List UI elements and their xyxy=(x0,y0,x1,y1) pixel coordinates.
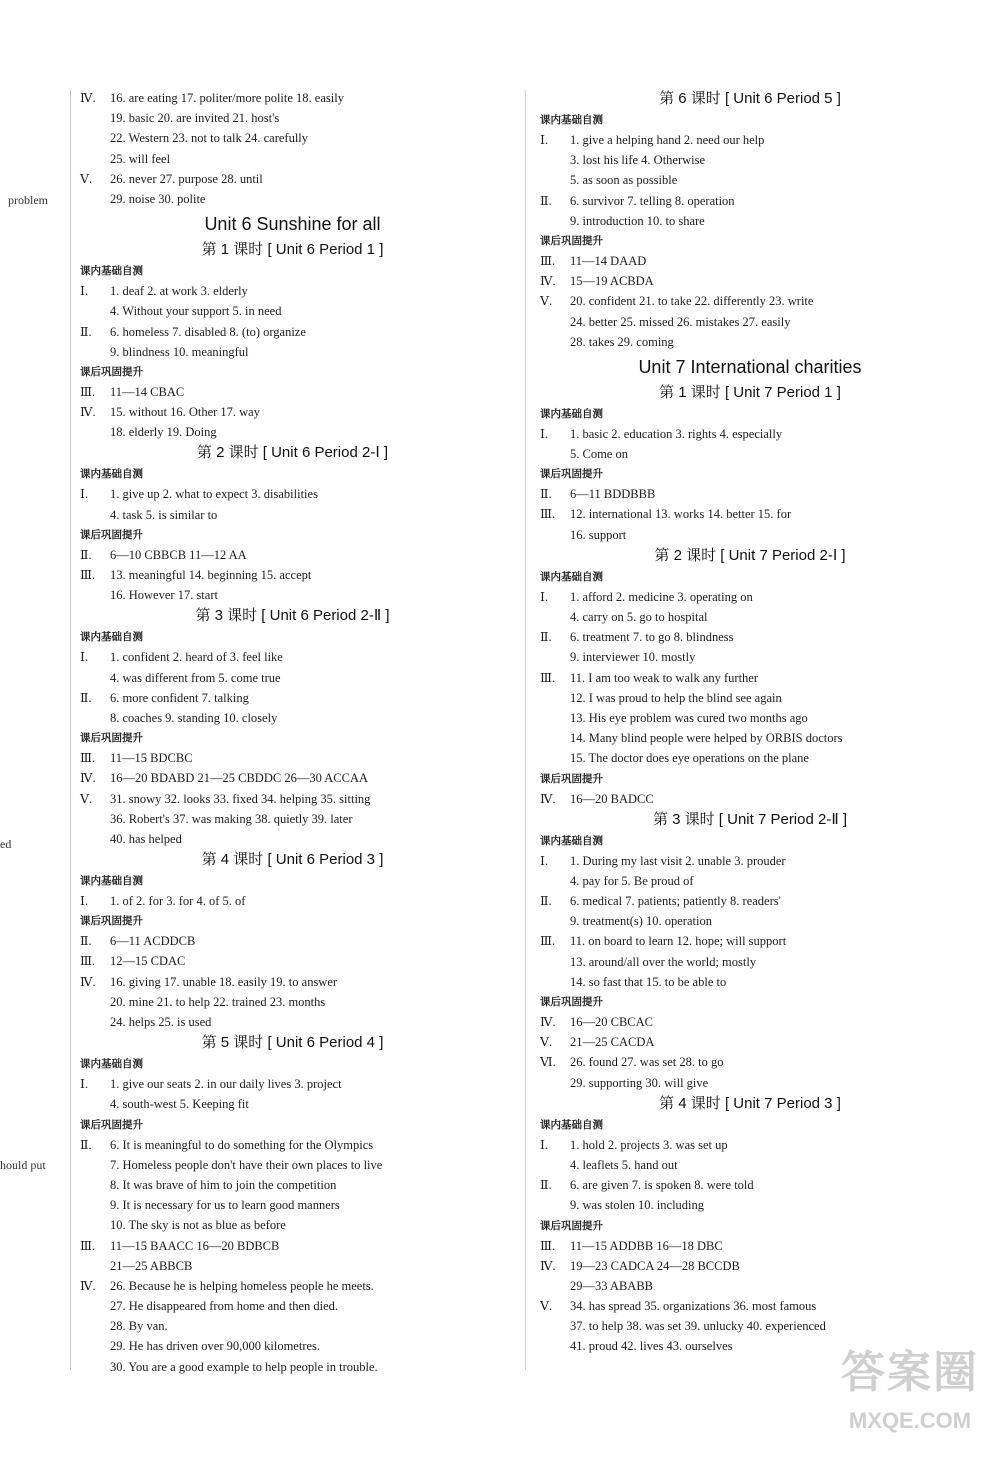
answer-line xyxy=(80,1074,505,1094)
answer-text: 16—20 BADCC xyxy=(570,791,654,806)
exercise-number: Ⅳ. xyxy=(540,274,556,289)
answer-line: 9. blindness 10. meaningful xyxy=(110,344,249,359)
answer-line: 15. The doctor does eye operations on the plane xyxy=(570,751,809,766)
section-label: 课后巩固提升 xyxy=(540,234,603,247)
answer-line xyxy=(80,281,505,301)
answer-text: 16—20 BDABD 21—25 CBDDC 26—30 ACCAA xyxy=(110,771,369,786)
exercise-number: Ⅱ. xyxy=(80,324,92,339)
answer-line xyxy=(540,1296,960,1316)
answer-line: 13. around/all over the world; mostly xyxy=(570,954,757,969)
answer-line xyxy=(540,424,960,444)
answer-line: 30. You are a good example to help people in trouble. xyxy=(110,1359,378,1374)
left-margin-rule xyxy=(70,90,71,1370)
exercise-number: Ⅱ. xyxy=(80,547,92,562)
exercise-number: Ⅲ. xyxy=(80,1238,96,1253)
period-heading: 第 1 课时 [ Unit 6 Period 1 ] xyxy=(201,241,384,259)
answer-line: 4. pay for 5. Be proud of xyxy=(570,873,694,888)
answer-text: 6. survivor 7. telling 8. operation xyxy=(570,193,735,208)
section-label: 课后巩固提升 xyxy=(540,996,603,1008)
answer-line: 4. task 5. is similar to xyxy=(110,507,218,522)
exercise-number: Ⅱ. xyxy=(540,1178,552,1193)
exercise-number: Ⅲ. xyxy=(80,954,96,969)
answer-line xyxy=(80,748,505,768)
answer-line xyxy=(540,1236,960,1256)
answer-line: 4. leaflets 5. hand out xyxy=(570,1157,678,1172)
answer-line: 29—33 ABABB xyxy=(570,1278,654,1293)
exercise-number: Ⅲ. xyxy=(80,751,96,766)
answer-text: 12—15 CDAC xyxy=(110,954,186,969)
answer-line: 16. However 17. start xyxy=(110,588,218,603)
period-heading: 第 5 课时 [ Unit 6 Period 4 ] xyxy=(201,1034,384,1052)
section-label: 课后巩固提升 xyxy=(80,1118,143,1131)
answer-text: 16. are eating 17. politer/more polite 18. easily xyxy=(110,91,344,105)
watermark xyxy=(830,1343,990,1463)
exercise-number: Ⅰ. xyxy=(540,589,549,604)
exercise-number: Ⅱ. xyxy=(540,487,552,502)
answer-line: 25. will feel xyxy=(110,151,171,166)
answer-line: 5. as soon as possible xyxy=(570,173,678,188)
answer-line xyxy=(540,1135,960,1155)
answer-line xyxy=(540,668,960,688)
answer-text: 1. deaf 2. at work 3. elderly xyxy=(110,284,248,299)
exercise-number: Ⅰ. xyxy=(540,133,549,147)
answer-line xyxy=(80,322,505,342)
section-label: 课后巩固提升 xyxy=(80,365,143,378)
answer-text: 26. never 27. purpose 28. until xyxy=(110,171,263,186)
answer-text: 1. of 2. for 3. for 4. of 5. of xyxy=(110,894,246,909)
answer-text: 13. meaningful 14. beginning 15. accept xyxy=(110,568,312,582)
answer-line: 8. coaches 9. standing 10. closely xyxy=(110,710,278,725)
answer-line xyxy=(80,382,505,402)
exercise-number: Ⅰ. xyxy=(80,1077,89,1092)
answer-line xyxy=(540,291,960,311)
answer-text: 12. international 13. works 14. better 15. for xyxy=(570,507,792,522)
answer-line xyxy=(540,1032,960,1052)
section-label: 课后巩固提升 xyxy=(80,915,143,928)
exercise-number: Ⅲ. xyxy=(540,670,556,685)
answer-line xyxy=(540,130,960,150)
answer-line xyxy=(80,484,505,504)
answer-line: 29. He has driven over 90,000 kilometres. xyxy=(110,1339,321,1354)
answer-line: 40. has helped xyxy=(110,831,182,846)
exercise-number: Ⅵ. xyxy=(540,1055,556,1070)
answer-text: 11—14 DAAD xyxy=(570,253,647,268)
section-label: 课内基础自测 xyxy=(80,875,143,888)
answer-line: 28. By van. xyxy=(110,1319,168,1334)
answer-text: 16. giving 17. unable 18. easily 19. to answer xyxy=(110,974,338,989)
answer-text: 21—25 CACDA xyxy=(570,1035,655,1050)
exercise-number: Ⅰ. xyxy=(80,650,89,665)
answer-text: 20. confident 21. to take 22. differently 23. write xyxy=(570,294,814,309)
answer-text: 1. give up 2. what to expect 3. disabilities xyxy=(110,487,318,502)
answer-line xyxy=(80,402,505,422)
answer-line: 9. interviewer 10. mostly xyxy=(570,650,696,665)
answer-text: 6—10 CBBCB 11—12 AA xyxy=(110,547,247,562)
answer-line xyxy=(540,251,960,271)
period-heading: 第 2 课时 [ Unit 7 Period 2-Ⅰ ] xyxy=(654,546,846,564)
answer-line: 24. helps 25. is used xyxy=(110,1015,212,1029)
answer-text: 11—14 CBAC xyxy=(110,384,185,399)
answer-text: 34. has spread 35. organizations 36. most famous xyxy=(570,1299,817,1314)
answer-text: 6. are given 7. is spoken 8. were told xyxy=(570,1178,754,1193)
exercise-number: Ⅰ. xyxy=(540,426,549,441)
period-heading: 第 3 课时 [ Unit 7 Period 2-Ⅱ ] xyxy=(652,810,848,828)
answer-line: 41. proud 42. lives 43. ourselves xyxy=(570,1339,733,1354)
section-label: 课内基础自测 xyxy=(80,631,143,644)
answer-column-left xyxy=(80,88,505,1377)
answer-line: 19. basic 20. are invited 21. host's xyxy=(110,111,280,126)
exercise-number: Ⅲ. xyxy=(540,934,556,949)
answer-line: 14. Many blind people were helped by ORBIS doctors xyxy=(570,731,843,746)
edge-fragment: problem xyxy=(8,193,48,207)
answer-line: 16. support xyxy=(570,527,627,542)
answer-line xyxy=(540,931,960,951)
answer-line xyxy=(540,1256,960,1276)
answer-line: 13. His eye problem was cured two months ago xyxy=(570,710,808,725)
answer-text: 19—23 CADCA 24—28 BCCDB xyxy=(570,1258,740,1273)
exercise-number: Ⅲ. xyxy=(80,568,96,582)
exercise-number: Ⅴ. xyxy=(540,1035,553,1050)
answer-line: 28. takes 29. coming xyxy=(570,334,674,349)
answer-line xyxy=(540,271,960,291)
answer-line xyxy=(80,972,505,992)
exercise-number: Ⅴ. xyxy=(80,791,93,806)
answer-line: 18. elderly 19. Doing xyxy=(110,425,217,440)
exercise-number: Ⅳ. xyxy=(540,1258,556,1273)
answer-line: 10. The sky is not as blue as before xyxy=(110,1218,286,1233)
answer-text: 16—20 CBCAC xyxy=(570,1015,654,1029)
answer-line xyxy=(80,891,505,911)
answer-text: 6—11 ACDDCB xyxy=(110,934,196,949)
section-label: 课内基础自测 xyxy=(80,265,143,278)
answer-line: 29. noise 30. polite xyxy=(110,191,206,206)
section-label: 课后巩固提升 xyxy=(540,468,603,481)
answer-line: 9. treatment(s) 10. operation xyxy=(570,914,712,929)
answer-line xyxy=(540,1052,960,1072)
answer-line xyxy=(540,851,960,871)
watermark-site: MXQE.COM xyxy=(848,1408,972,1433)
edge-fragment: hould put xyxy=(0,1158,46,1172)
exercise-number: Ⅰ. xyxy=(540,853,549,868)
answer-column-right xyxy=(540,88,960,1357)
exercise-number: Ⅴ. xyxy=(540,1299,553,1314)
period-heading: 第 4 课时 [ Unit 6 Period 3 ] xyxy=(201,851,384,869)
answer-line xyxy=(80,169,505,189)
exercise-number: Ⅳ. xyxy=(80,91,96,105)
answer-text: 1. hold 2. projects 3. was set up xyxy=(570,1137,728,1152)
answer-line: 22. Western 23. not to talk 24. carefully xyxy=(110,131,309,146)
exercise-number: Ⅳ. xyxy=(80,1278,96,1293)
answer-line: 7. Homeless people don't have their own places to live xyxy=(110,1157,383,1172)
answer-text: 11. on board to learn 12. hope; will support xyxy=(570,934,787,949)
period-heading: 第 3 课时 [ Unit 6 Period 2-Ⅱ ] xyxy=(195,607,390,625)
answer-line: 3. lost his life 4. Otherwise xyxy=(570,153,706,168)
answer-line: 9. was stolen 10. including xyxy=(570,1198,705,1213)
answer-text: 1. give our seats 2. in our daily lives 3. project xyxy=(110,1077,342,1092)
exercise-number: Ⅲ. xyxy=(540,507,556,522)
watermark-logo: 答案圈 xyxy=(841,1348,979,1397)
answer-text: 6—11 BDDBBB xyxy=(570,487,656,502)
unit-title: Unit 7 International charities xyxy=(638,356,862,377)
section-label: 课内基础自测 xyxy=(540,1118,603,1131)
exercise-number: Ⅱ. xyxy=(540,894,552,909)
answer-line xyxy=(80,951,505,971)
exercise-number: Ⅰ. xyxy=(80,894,89,909)
exercise-number: Ⅳ. xyxy=(80,405,96,420)
answer-line: 9. It is necessary for us to learn good manners xyxy=(110,1198,340,1213)
exercise-number: Ⅱ. xyxy=(540,630,552,645)
section-label: 课内基础自测 xyxy=(540,570,603,583)
answer-line: 9. introduction 10. to share xyxy=(570,213,705,228)
section-label: 课内基础自测 xyxy=(80,1058,143,1071)
answer-line: 36. Robert's 37. was making 38. quietly 39. later xyxy=(110,811,353,826)
answer-line xyxy=(80,1135,505,1155)
answer-line xyxy=(80,1236,505,1256)
answer-line: 4. was different from 5. come true xyxy=(110,670,281,685)
exercise-number: Ⅳ. xyxy=(80,771,96,786)
exercise-number: Ⅱ. xyxy=(540,193,552,208)
answer-text: 1. afford 2. medicine 3. operating on xyxy=(570,589,753,604)
answer-text: 6. medical 7. patients; patiently 8. readers' xyxy=(570,894,781,909)
answer-line: 27. He disappeared from home and then died. xyxy=(110,1299,339,1314)
period-heading: 第 1 课时 [ Unit 7 Period 1 ] xyxy=(659,383,841,401)
answer-line xyxy=(540,191,960,211)
exercise-number: Ⅲ. xyxy=(80,384,96,399)
exercise-number: Ⅴ. xyxy=(80,171,93,186)
answer-line xyxy=(80,647,505,667)
section-label: 课内基础自测 xyxy=(540,834,603,847)
answer-line: 14. so fast that 15. to be able to xyxy=(570,974,727,989)
answer-line xyxy=(80,565,505,585)
answer-text: 6. homeless 7. disabled 8. (to) organize xyxy=(110,324,306,339)
answer-line: 4. Without your support 5. in need xyxy=(110,304,282,319)
exercise-number: Ⅲ. xyxy=(540,253,556,268)
answer-line xyxy=(80,545,505,565)
exercise-number: Ⅳ. xyxy=(540,1015,556,1029)
answer-line xyxy=(80,88,505,108)
answer-text: 1. During my last visit 2. unable 3. prouder xyxy=(570,853,786,868)
exercise-number: Ⅱ. xyxy=(80,690,92,705)
exercise-number: Ⅱ. xyxy=(80,1137,92,1152)
answer-line: 24. better 25. missed 26. mistakes 27. easily xyxy=(570,314,791,329)
answer-text: 1. confident 2. heard of 3. feel like xyxy=(110,650,283,665)
answer-line: 4. carry on 5. go to hospital xyxy=(570,610,708,624)
answer-line xyxy=(540,1175,960,1195)
exercise-number: Ⅴ. xyxy=(540,294,553,309)
answer-line xyxy=(80,688,505,708)
answer-line xyxy=(540,891,960,911)
period-heading: 第 4 课时 [ Unit 7 Period 3 ] xyxy=(659,1094,841,1112)
answer-text: 15. without 16. Other 17. way xyxy=(110,405,260,420)
answer-text: 26. Because he is helping homeless people he meets. xyxy=(110,1278,374,1293)
exercise-number: Ⅱ. xyxy=(80,934,92,949)
answer-line: 20. mine 21. to help 22. trained 23. months xyxy=(110,994,326,1009)
exercise-number: Ⅳ. xyxy=(540,791,556,806)
answer-line: 37. to help 38. was set 39. unlucky 40. experienced xyxy=(570,1319,826,1334)
answer-line xyxy=(80,789,505,809)
section-label: 课内基础自测 xyxy=(540,407,603,420)
section-label: 课后巩固提升 xyxy=(80,528,143,541)
answer-text: 6. more confident 7. talking xyxy=(110,690,249,705)
answer-line xyxy=(540,627,960,647)
edge-fragment: ed xyxy=(0,837,12,851)
answer-text: 15—19 ACBDA xyxy=(570,274,654,289)
answer-line xyxy=(540,484,960,504)
answer-line xyxy=(80,1276,505,1296)
answer-line: 29. supporting 30. will give xyxy=(570,1075,709,1090)
answer-text: 11—15 BDCBC xyxy=(110,751,193,766)
answer-text: 11—15 ADDBB 16—18 DBC xyxy=(570,1238,723,1253)
period-heading: 第 2 课时 [ Unit 6 Period 2-Ⅰ ] xyxy=(196,444,389,462)
section-label: 课后巩固提升 xyxy=(540,1219,603,1232)
answer-line xyxy=(540,504,960,524)
unit-title: Unit 6 Sunshine for all xyxy=(204,214,381,235)
exercise-number: Ⅰ. xyxy=(80,284,89,299)
answer-text: 31. snowy 32. looks 33. fixed 34. helping 35. sitting xyxy=(110,791,371,806)
period-heading: 第 6 课时 [ Unit 6 Period 5 ] xyxy=(659,90,841,107)
answer-line xyxy=(540,789,960,809)
column-divider xyxy=(525,90,526,1370)
answer-text: 1. basic 2. education 3. rights 4. especially xyxy=(570,426,783,441)
answer-line xyxy=(540,1012,960,1032)
answer-text: 6. treatment 7. to go 8. blindness xyxy=(570,630,734,645)
answer-text: 11. I am too weak to walk any further xyxy=(570,670,759,685)
answer-line: 4. south-west 5. Keeping fit xyxy=(110,1097,249,1112)
section-label: 课内基础自测 xyxy=(80,468,143,481)
answer-line xyxy=(80,931,505,951)
answer-line: 5. Come on xyxy=(570,447,628,462)
exercise-number: Ⅳ. xyxy=(80,974,96,989)
section-label: 课后巩固提升 xyxy=(540,772,603,785)
section-label: 课内基础自测 xyxy=(540,114,603,126)
answer-line xyxy=(80,768,505,788)
answer-line xyxy=(540,587,960,607)
exercise-number: Ⅲ. xyxy=(540,1238,556,1253)
exercise-number: Ⅰ. xyxy=(80,487,89,502)
answer-text: 6. It is meaningful to do something for the Olympics xyxy=(110,1137,374,1152)
answer-line: 21—25 ABBCB xyxy=(110,1258,193,1273)
answer-text: 11—15 BAACC 16—20 BDBCB xyxy=(110,1238,280,1253)
answer-text: 1. give a helping hand 2. need our help xyxy=(570,133,765,147)
answer-line: 12. I was proud to help the blind see again xyxy=(570,690,782,705)
exercise-number: Ⅰ. xyxy=(540,1137,549,1152)
answer-line: 8. It was brave of him to join the competition xyxy=(110,1177,337,1192)
section-label: 课后巩固提升 xyxy=(80,732,143,745)
answer-text: 26. found 27. was set 28. to go xyxy=(570,1055,724,1070)
